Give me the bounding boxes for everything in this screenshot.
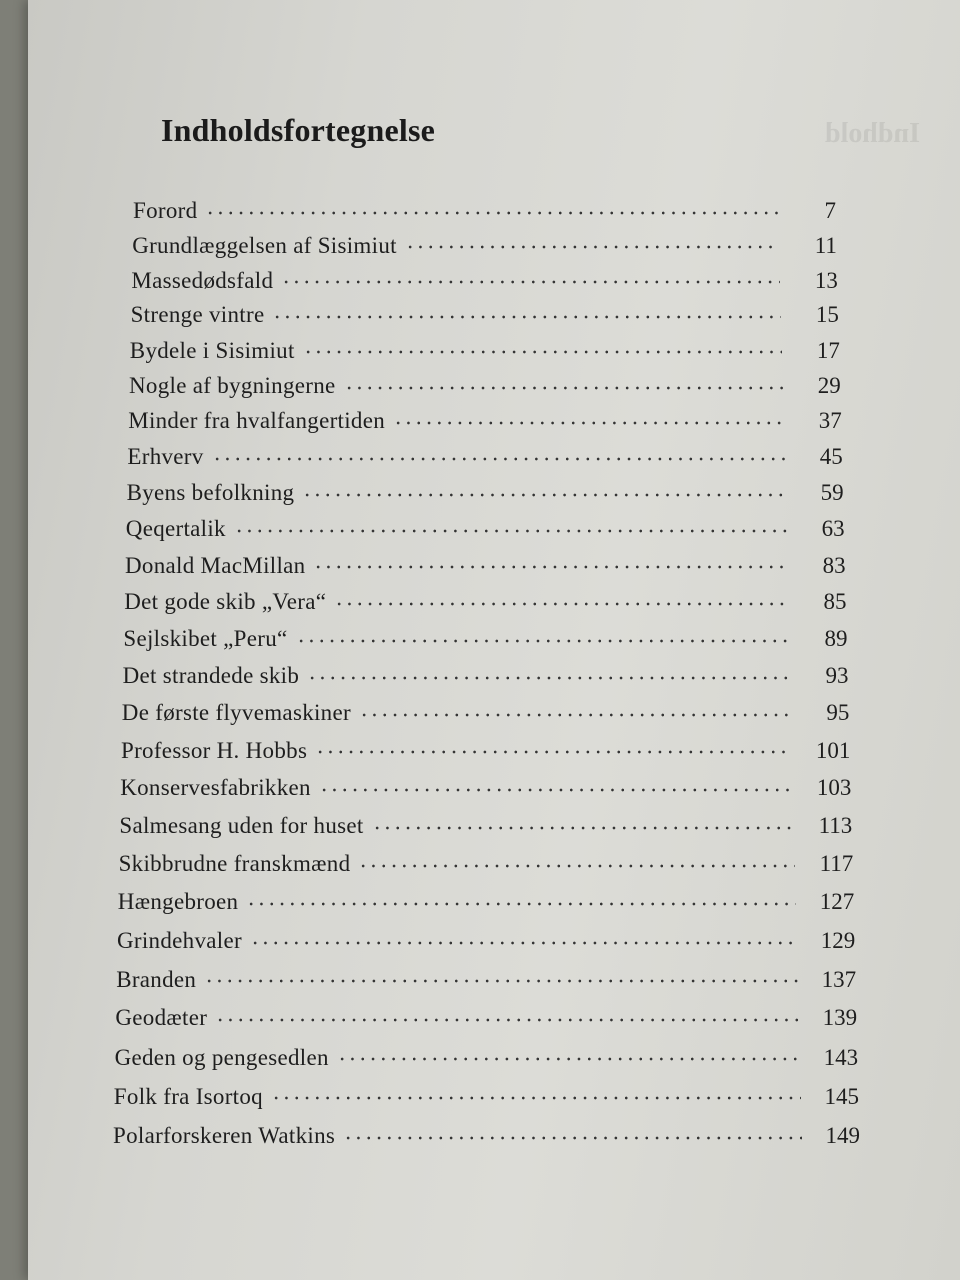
toc-entry — [120, 770, 851, 801]
toc-entry-title: Det gode skib „Vera“ — [124, 589, 327, 615]
toc-entry-title: Hængebroen — [117, 889, 239, 915]
dot-leader — [344, 368, 783, 393]
toc-entry — [133, 193, 836, 224]
toc-entry — [123, 658, 849, 689]
toc-entry-page-number: 127 — [819, 889, 855, 915]
toc-entry — [115, 1000, 857, 1031]
toc-entry — [126, 511, 845, 542]
toc-entry-title: Salmesang uden for huset — [119, 813, 364, 839]
toc-entry-title: Donald MacMillan — [125, 552, 306, 578]
toc-entry — [116, 961, 856, 992]
toc-entry-title: Grindehvaler — [117, 927, 242, 953]
dot-leader — [313, 547, 787, 572]
toc-list — [28, 0, 960, 1280]
toc-entry — [128, 403, 842, 434]
toc-entry-title: Erhverv — [127, 444, 204, 470]
toc-entry — [127, 475, 844, 506]
toc-entry-page-number: 95 — [826, 700, 850, 726]
dot-leader — [372, 808, 795, 833]
toc-entry-title: Strenge vintre — [130, 302, 265, 328]
toc-entry-page-number: 149 — [825, 1123, 860, 1149]
book-page — [28, 0, 960, 1280]
toc-entry — [131, 262, 838, 293]
toc-entry — [132, 228, 837, 259]
toc-entry-page-number: 59 — [820, 480, 844, 506]
toc-entry-title: Geodæter — [115, 1005, 208, 1031]
dot-leader — [212, 439, 785, 464]
toc-entry — [113, 1118, 860, 1149]
toc-entry-page-number: 113 — [818, 813, 853, 839]
toc-entry-title: Geden og pengesedlen — [114, 1044, 329, 1070]
dot-leader — [281, 262, 780, 287]
toc-entry-title: Qeqertalik — [125, 516, 226, 542]
toc-entry-title: Skibbrudne franskmænd — [118, 851, 351, 877]
toc-entry-title: De første flyvemaskiner — [121, 700, 351, 726]
toc-entry-page-number: 101 — [815, 737, 851, 763]
dot-leader — [234, 511, 787, 536]
toc-entry — [122, 695, 850, 726]
toc-entry — [125, 547, 846, 578]
toc-entry-title: Massedødsfald — [131, 267, 274, 293]
toc-entry-title: Folk fra Isortoq — [113, 1083, 263, 1109]
dot-leader — [334, 584, 788, 609]
toc-entry-title: Bydele i Sisimiut — [129, 337, 295, 363]
toc-entry-title: Nogle af bygningerne — [129, 372, 336, 398]
toc-entry-page-number: 17 — [816, 337, 840, 363]
toc-entry-page-number: 139 — [822, 1005, 858, 1031]
toc-entry-page-number: 83 — [822, 552, 846, 578]
dot-leader — [272, 297, 780, 322]
toc-entry-page-number: 143 — [823, 1044, 859, 1070]
toc-title: Indholdsfortegnelse — [161, 112, 436, 148]
toc-entry-page-number: 129 — [820, 927, 856, 953]
toc-entry — [117, 923, 855, 954]
toc-entry — [114, 1079, 859, 1110]
toc-entry-title: Minder fra hvalfangertiden — [128, 408, 386, 434]
dot-leader — [204, 961, 798, 986]
toc-entry-page-number: 15 — [815, 302, 839, 328]
toc-entry — [130, 332, 840, 363]
toc-entry-page-number: 45 — [819, 444, 843, 470]
toc-entry-page-number: 11 — [814, 232, 837, 258]
dot-leader — [315, 732, 792, 757]
toc-entry-title: Professor H. Hobbs — [121, 737, 308, 763]
dot-leader — [358, 846, 795, 871]
toc-entry-page-number: 103 — [816, 775, 852, 801]
dot-leader — [343, 1118, 802, 1143]
toc-entry-title: Grundlæggelsen af Sisimiut — [132, 232, 397, 258]
show-through-text: Indhold — [825, 118, 920, 149]
toc-entry — [127, 439, 842, 470]
toc-entry-title: Sejlskibet „Peru“ — [123, 626, 288, 652]
toc-entry-page-number: 63 — [821, 516, 845, 542]
toc-entry-title: Byens befolkning — [126, 480, 295, 506]
toc-entry-title: Polarforskeren Watkins — [113, 1123, 336, 1149]
toc-entry — [121, 732, 850, 763]
toc-entry-page-number: 137 — [821, 966, 857, 992]
toc-entry — [115, 1039, 858, 1070]
toc-entry-page-number: 93 — [825, 663, 849, 689]
dot-leader — [405, 228, 779, 253]
dot-leader — [307, 658, 790, 683]
toc-entry — [118, 884, 854, 915]
dot-leader — [393, 403, 784, 428]
dot-leader — [359, 695, 791, 720]
toc-entry-page-number: 13 — [814, 267, 838, 293]
toc-entry — [119, 846, 854, 877]
toc-entry-title: Branden — [116, 966, 197, 992]
toc-entry-page-number: 85 — [823, 589, 847, 615]
toc-entry-page-number: 7 — [824, 198, 836, 224]
dot-leader — [205, 193, 778, 218]
dot-leader — [302, 475, 785, 500]
dot-leader — [319, 770, 794, 795]
toc-entry-page-number: 37 — [818, 408, 842, 434]
dot-leader — [215, 1000, 799, 1025]
toc-entry — [124, 584, 846, 615]
dot-leader — [246, 884, 796, 909]
toc-entry-page-number: 29 — [817, 372, 841, 398]
toc-entry — [131, 297, 839, 328]
toc-entry-title: Konservesfabrikken — [120, 775, 311, 801]
dot-leader — [296, 621, 790, 646]
toc-entry-title: Det strandede skib — [122, 663, 300, 689]
toc-entry-page-number: 145 — [824, 1083, 860, 1109]
dot-leader — [337, 1039, 800, 1064]
toc-entry — [123, 621, 847, 652]
dot-leader — [303, 332, 782, 357]
toc-entry-page-number: 117 — [819, 851, 854, 877]
toc-entry-page-number: 89 — [824, 626, 848, 652]
toc-entry — [129, 368, 841, 399]
toc-entry-title: Forord — [133, 198, 198, 224]
dot-leader — [250, 923, 797, 948]
dot-leader — [271, 1079, 801, 1104]
toc-entry — [119, 808, 852, 839]
